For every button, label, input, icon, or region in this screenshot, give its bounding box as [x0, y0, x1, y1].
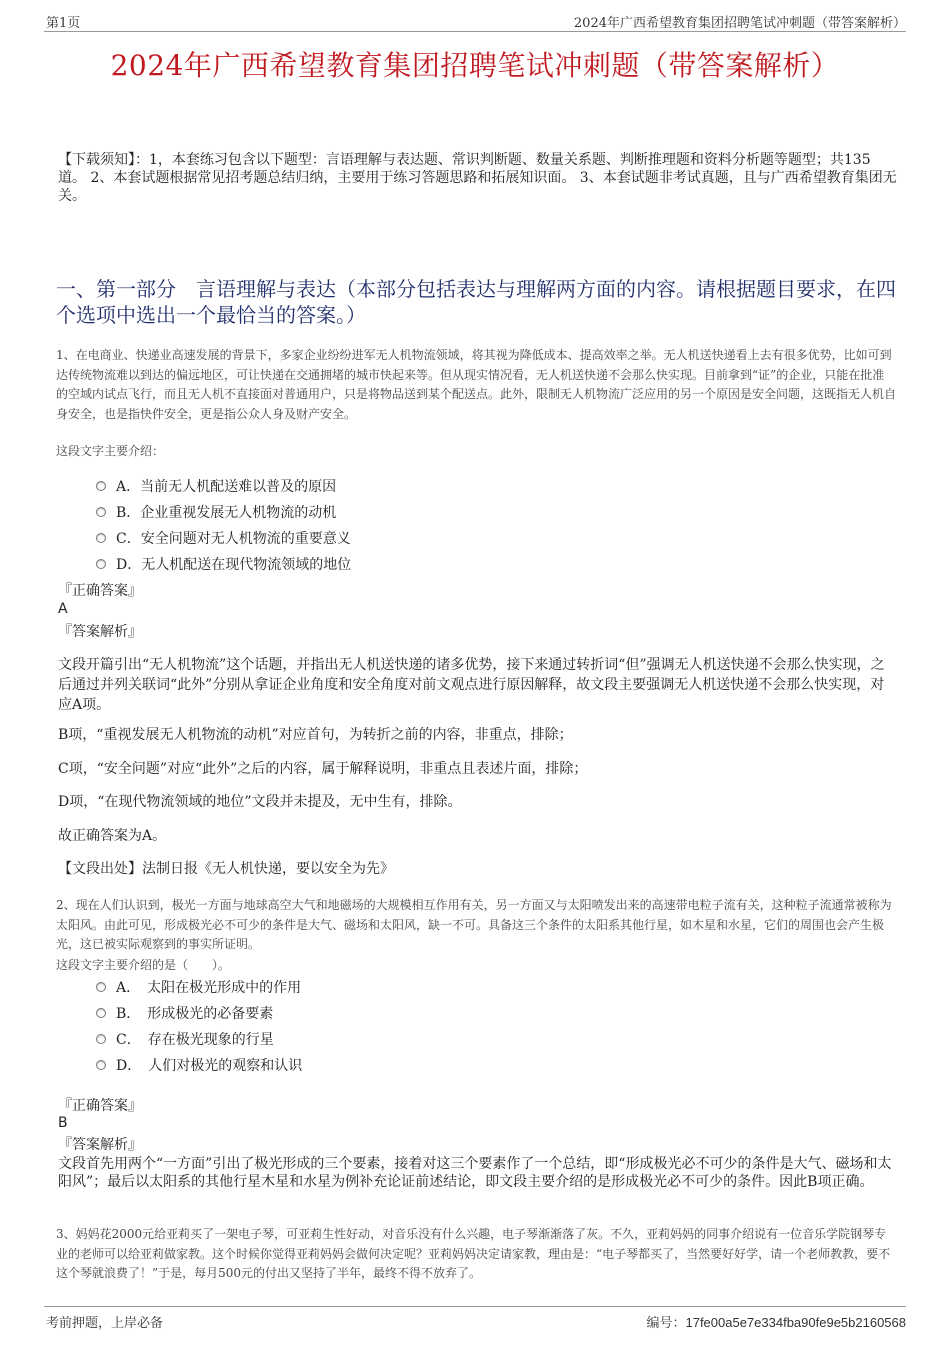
q2-analysis: 文段首先用两个“一方面”引出了极光形成的三个要素，接着对这三个要素作了一个总结，即“形成极光必不可少的条件是大气、磁场和太阳风”；最后以太阳系的其他行星木星和水星为例补充论证前述结论，即文段主要介绍的是形成极光必不可少的条件。因此B项正确。: [58, 1156, 892, 1190]
q1-conclusion: 故正确答案为A。: [58, 828, 167, 844]
q1-analysis-c: C项，“安全问题”对应“此外”之后的内容，属于解释说明，非重点且表述片面，排除；: [58, 761, 588, 777]
q1-analysis-b: B项，“重视发展无人机物流的动机”对应首句，为转折之前的内容，非重点，排除；: [58, 727, 573, 743]
radio-icon[interactable]: [96, 559, 106, 569]
q2-options: [96, 974, 302, 1078]
radio-icon[interactable]: [96, 1060, 106, 1070]
radio-icon[interactable]: [96, 533, 106, 543]
q3-stem: 3、妈妈花2000元给亚莉买了一架电子琴，可亚莉生性好动，对音乐没有什么兴趣，电子琴渐渐落了灰。不久，亚莉妈妈的同事介绍说有一位音乐学院钢琴专业的老师可以给亚莉做家教。这个时候你觉得亚莉妈妈会做何决定呢？亚莉妈妈决定请家教，理由是：“电子琴都买了，当然要好好学，请一个老师教教，要不这个琴就浪费了！”于是，每月500元的付出又坚持了半年，最终不得不放弃了。: [56, 1227, 891, 1280]
footer-code-value: 17fe00a5e7e334fba90fe9e5b2160568: [685, 1315, 906, 1330]
page-title: 2024年广西希望教育集团招聘笔试冲刺题（带答案解析）: [110, 49, 840, 82]
page-number: 第1页: [46, 16, 81, 31]
radio-icon[interactable]: [96, 481, 106, 491]
q1-answer: A: [58, 601, 68, 617]
header-doc-title: 2024年广西希望教育集团招聘笔试冲刺题（带答案解析）: [573, 16, 906, 31]
section-title: 一、第一部分 言语理解与表达（本部分包括表达与理解两方面的内容。请根据题目要求，在四个选项中选出一个最恰当的答案。）: [56, 277, 896, 327]
q1-analysis-d: D项，“在现代物流领域的地位”文段并未提及，无中生有，排除。: [58, 794, 462, 810]
q2-stem: 2、现在人们认识到，极光一方面与地球高空大气和地磁场的大规模相互作用有关，另一方面又与太阳喷发出来的高速带电粒子流有关，这种粒子流通常被称为太阳风。由此可见，形成极光必不可少的条件是大气、磁场和太阳风，缺一不可。具备这三个条件的太阳系其他行星，如木星和水星，它们的周围也会产生极光，这已被实际观察到的事实所证明。: [56, 898, 892, 951]
q1-analysis: [58, 655, 898, 715]
radio-icon[interactable]: [96, 982, 106, 992]
footer-slogan: 考前押题，上岸必备: [46, 1316, 164, 1331]
footer-divider: [44, 1306, 906, 1307]
q1-option-b[interactable]: B．企业重视发展无人机物流的动机: [96, 499, 351, 525]
q1-option-d[interactable]: D．无人机配送在现代物流领域的地位: [96, 551, 351, 577]
q1-stem: 1、在电商业、快递业高速发展的背景下，多家企业纷纷进军无人机物流领域，将其视为降低成本、提高效率之举。无人机送快递看上去有很多优势，比如可到达传统物流难以到达的偏远地区，可让快递在交通拥堵的城市快起来等。但从现实情况看，无人机送快递不会那么快实现。目前拿到“证”的企业，只能在批准的空域内试点飞行，而且无人机不直接面对普通用户，只是将物品送到某个配送点。此外，限制无人机物流广泛应用的另一个原因是安全问题，这既指无人机自身安全，也是指快件安全，更是指公众人身及财产安全。: [56, 348, 897, 421]
q2-prompt: 这段文字主要介绍的是（ ）。: [56, 958, 231, 972]
q2-option-c[interactable]: C． 存在极光现象的行星: [96, 1026, 302, 1052]
q2-option-d[interactable]: D． 人们对极光的观察和认识: [96, 1052, 302, 1078]
q1-option-a[interactable]: A．当前无人机配送难以普及的原因: [96, 473, 351, 499]
radio-icon[interactable]: [96, 1034, 106, 1044]
q2-option-a[interactable]: A． 太阳在极光形成中的作用: [96, 974, 302, 1000]
q1-option-c[interactable]: C．安全问题对无人机物流的重要意义: [96, 525, 351, 551]
footer-code: [646, 1312, 906, 1331]
radio-icon[interactable]: [96, 1008, 106, 1018]
q1-prompt: 这段文字主要介绍：: [56, 444, 165, 458]
q2-analysis-label: 『答案解析』: [58, 1137, 142, 1153]
q2-answer-label: 『正确答案』: [58, 1098, 142, 1114]
radio-icon[interactable]: [96, 507, 106, 517]
q1-analysis-label: 『答案解析』: [58, 624, 142, 640]
q1-options: [96, 473, 351, 577]
q1-answer-label: 『正确答案』: [58, 583, 142, 599]
footer-code-label: 编号：: [646, 1316, 686, 1331]
q2-option-b[interactable]: B． 形成极光的必备要素: [96, 1000, 302, 1026]
header-divider: [44, 31, 906, 32]
q2-answer: B: [58, 1115, 68, 1131]
download-notice: 【下载须知】：1，本套练习包含以下题型：言语理解与表达题、常识判断题、数量关系题、判断推理题和资料分析题等题型；共135道。 2、本套试题根据常见招考题总结归纳，主要用于练习答题思路和拓展知识面。 3、本套试题非考试真题，且与广西希望教育集团无关。: [58, 152, 897, 204]
q1-analysis-main: 文段开篇引出“无人机物流”这个话题，并指出无人机送快递的诸多优势，接下来通过转折词“但”强调无人机送快递不会那么快实现，之后通过并列关联词“此外”分别从拿证企业角度和安全角度对前文观点进行原因解释，故文段主要强调无人机送快递不会那么快实现，对应A项。: [58, 657, 885, 713]
q1-source: 【文段出处】法制日报《无人机快递，要以安全为先》: [58, 861, 394, 877]
